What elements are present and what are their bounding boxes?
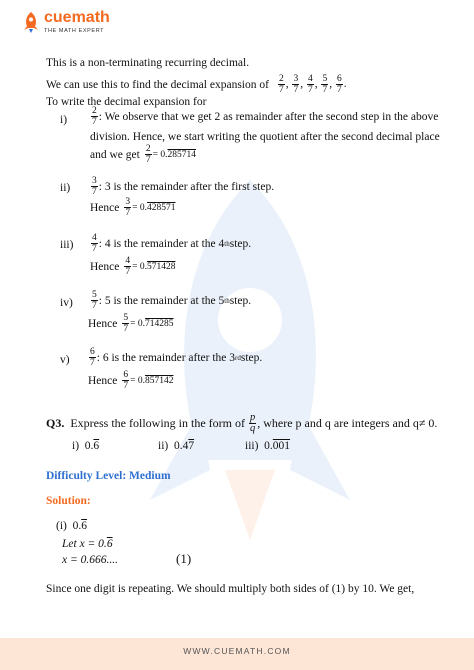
solution-x-equation: x = 0.666.... xyxy=(62,554,118,566)
fraction: $\frac{3}{7}$ xyxy=(293,74,299,95)
fraction: $\frac{3}{7}$ xyxy=(125,197,131,218)
item-i-line-2: division. Hence, we start writing the quotient after the second decimal place xyxy=(90,131,440,143)
fraction: $\frac{5}{7}$ xyxy=(92,290,97,311)
item-iii-line-1: $\frac{4}{7}$ : 4 is the remainder at the 4 th step. xyxy=(92,233,252,254)
fraction: $\frac{6}{7}$ xyxy=(336,74,342,95)
fraction: $\frac{4}{7}$ xyxy=(307,74,313,95)
fraction: $\frac{5}{7}$ xyxy=(123,313,129,334)
fraction: $\frac{3}{7}$ xyxy=(92,176,97,197)
option-i: i) 0.6 xyxy=(72,440,100,452)
intro-line-2 xyxy=(46,74,347,95)
fraction: $\frac{4}{7}$ xyxy=(92,233,97,254)
intro-line-1: This is a non-terminating recurring decimal. xyxy=(46,57,250,69)
equation-number: (1) xyxy=(176,551,192,566)
solution-heading: Solution: xyxy=(46,495,91,507)
intro-line-3: To write the decimal expansion for xyxy=(46,96,207,108)
fraction: $\frac{4}{7}$ xyxy=(125,256,131,277)
item-label-v: v) xyxy=(60,354,70,366)
solution-part-i: (i) 0.6 xyxy=(56,520,87,532)
brand-tagline: THE MATH EXPERT xyxy=(44,28,105,34)
option-iii: iii) 0.001 xyxy=(245,440,291,452)
item-iii-line-2: Hence $\frac{4}{7}$ = 0.571428 xyxy=(90,256,176,277)
fraction: $\frac{2}{7}$ xyxy=(145,144,151,165)
item-label-i: i) xyxy=(60,114,68,126)
item-label-ii: ii) xyxy=(60,182,71,194)
item-iv-line-2: Hence $\frac{5}{7}$ = 0.714285 xyxy=(88,313,174,334)
fraction: $\frac{6}{7}$ xyxy=(90,347,95,368)
item-ii-line-2: Hence $\frac{3}{7}$ = 0.428571 xyxy=(90,197,176,218)
intro-line-2-text: We can use this to find the decimal expansion of xyxy=(46,78,269,91)
item-ii-line-1: $\frac{3}{7}$ : 3 is the remainder after the first step. xyxy=(92,176,275,197)
rocket-icon xyxy=(22,11,40,33)
item-i-line-1: $\frac{2}{7}$ : We observe that we get 2 as remainder after the second step in the above xyxy=(92,106,439,127)
fraction: $\frac{6}{7}$ xyxy=(123,370,129,391)
fraction: $\frac{2}{7}$ xyxy=(92,106,97,127)
question-number: Q3. xyxy=(46,416,65,430)
difficulty-level: Difficulty Level: Medium xyxy=(46,470,171,482)
cuemath-logo[interactable] xyxy=(22,10,110,34)
item-v-line-2: Hence $\frac{6}{7}$ = 0.857142 xyxy=(88,370,174,391)
solution-let-x: Let x = 0.6 xyxy=(62,538,113,550)
item-i-line-3: and we get $\frac{2}{7}$ = 0.285714 xyxy=(90,144,196,165)
p-over-q: $\frac{p}{q}$ xyxy=(249,412,256,434)
brand-name: cuemath xyxy=(44,9,110,26)
item-label-iv: iv) xyxy=(60,297,73,309)
fraction: $\frac{5}{7}$ xyxy=(322,74,328,95)
fraction-list: $\frac{2}{7}$ , $\frac{3}{7}$ , $\frac{4}{7}$ , $\frac{5}{7}$ , $\frac{6}{7}$ . xyxy=(278,74,347,95)
item-iv-line-1: $\frac{5}{7}$ : 5 is the remainder at the 5 th step. xyxy=(92,290,252,311)
footer-url[interactable]: WWW.CUEMATH.COM xyxy=(183,646,291,656)
option-ii: ii) 0.47 xyxy=(158,440,195,452)
fraction: $\frac{2}{7}$ xyxy=(278,74,284,95)
item-label-iii: iii) xyxy=(60,239,74,251)
item-v-line-1: $\frac{6}{7}$ : 6 is the remainder after the 3 rd step. xyxy=(90,347,263,368)
solution-closing: Since one digit is repeating. We should multiply both sides of (1) by 10. We get, xyxy=(46,583,415,595)
question-3: Q3. Express the following in the form of $\frac{p}{q}$ , where p and q are integers and q≠ 0. xyxy=(46,412,438,434)
